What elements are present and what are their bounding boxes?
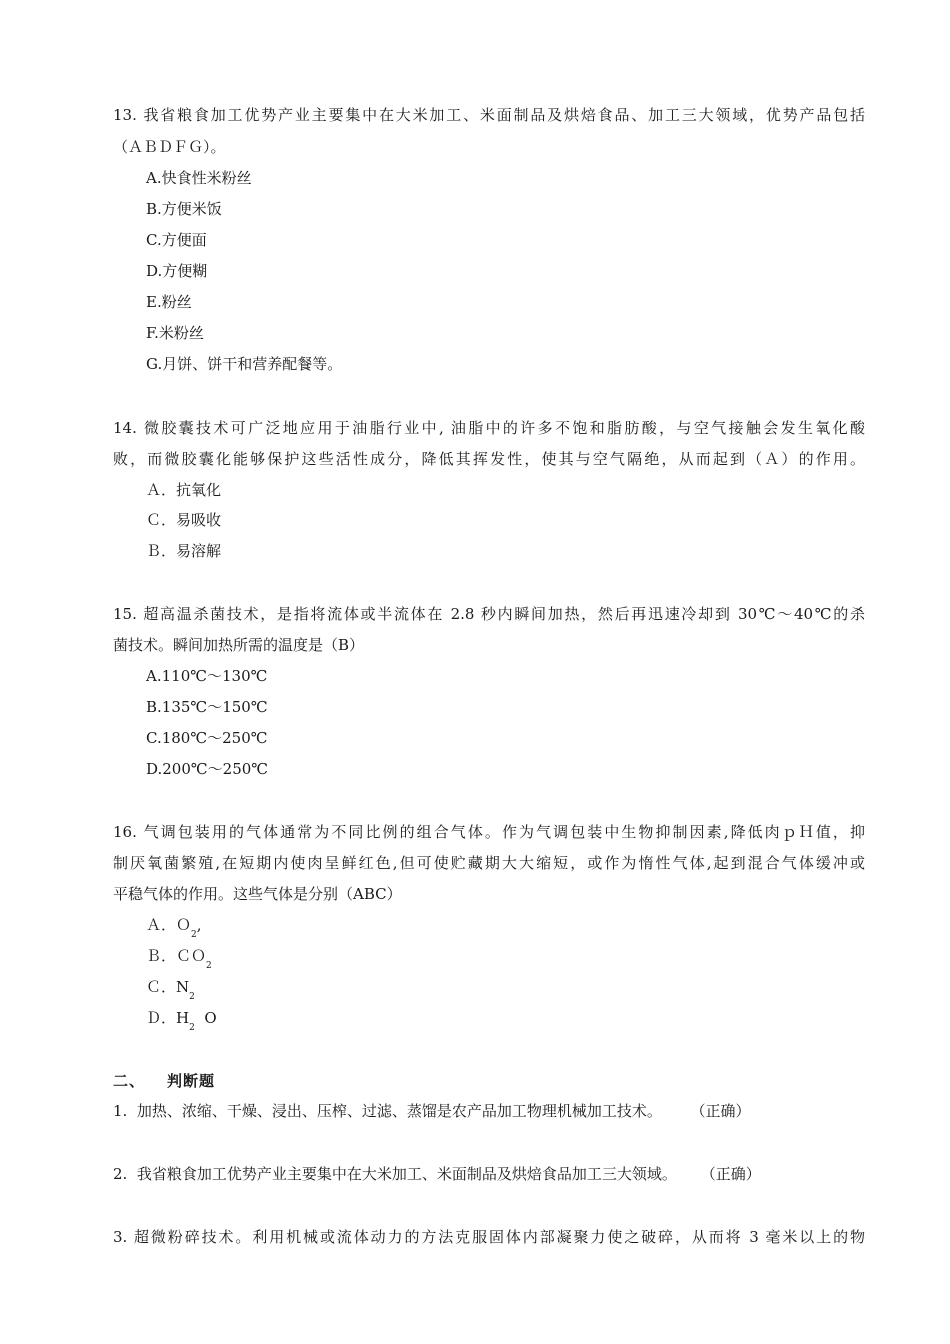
- question-15-line-1: 15. 超高温杀菌技术，是指将流体或半流体在 2.8 秒内瞬间加热，然后再迅速冷却到 30℃～40℃的杀: [113, 605, 865, 623]
- q16-option-c-text: Ｃ．N: [146, 978, 190, 996]
- section-number: 二、: [113, 1072, 146, 1090]
- q16-option-d-suffix: O: [194, 1009, 217, 1027]
- q16-option-c: [146, 977, 746, 1002]
- q16-option-a-suffix: ,: [196, 916, 202, 934]
- q16-option-b-text: Ｂ．ＣＯ: [146, 947, 207, 965]
- q13-option-a: A.快食性米粉丝: [146, 169, 252, 187]
- question-14-line-1: 14. 微胶囊技术可广泛地应用于油脂行业中, 油脂中的许多不饱和脂肪酸，与空气接触会发生氧化酸: [113, 419, 865, 437]
- q13-option-c: C.方便面: [146, 231, 207, 249]
- question-16-line-2: 制厌氧菌繁殖,在短期内使肉呈鲜红色,但可使贮藏期大大缩短，或作为惰性气体,起到混合气体缓冲或: [113, 854, 865, 872]
- question-13-line-1: 13. 我省粮食加工优势产业主要集中在大米加工、米面制品及烘焙食品、加工三大领域，优势产品包括: [113, 106, 865, 124]
- q13-option-g: G.月饼、饼干和营养配餐等。: [146, 355, 343, 373]
- judgment-item-3: 3. 超微粉碎技术。利用机械或流体动力的方法克服固体内部凝聚力使之破碎，从而将 3 毫米以上的物: [113, 1228, 865, 1246]
- q14-option-a: Ａ．抗氧化: [146, 481, 222, 499]
- question-15-line-2: 菌技术。瞬间加热所需的温度是（B）: [113, 636, 365, 654]
- q13-option-f: F.米粉丝: [146, 324, 204, 342]
- judgment-item-1: 1. 加热、浓缩、干燥、浸出、压榨、过滤、蒸馏是农产品加工物理机械加工技术。 （正确）: [113, 1102, 751, 1120]
- q16-option-a: [146, 915, 746, 940]
- q16-option-a-subscript: 2: [191, 930, 197, 940]
- q15-option-c: C.180℃～250℃: [146, 729, 268, 747]
- q14-option-b: Ｂ．易溶解: [146, 542, 222, 560]
- question-16-line-3: 平稳气体的作用。这些气体是分别（ABC）: [113, 885, 402, 903]
- q15-option-a: A.110℃～130℃: [146, 667, 268, 685]
- q14-option-c: Ｃ．易吸收: [146, 511, 222, 529]
- section-heading: [113, 1071, 865, 1091]
- question-13-line-2: （ＡＢＤＦＧ）。: [113, 138, 226, 156]
- q16-option-a-text: Ａ．Ｏ: [146, 916, 192, 934]
- q13-option-e: E.粉丝: [146, 293, 192, 311]
- q16-option-c-subscript: 2: [189, 992, 195, 1002]
- section-title: 判断题: [167, 1072, 216, 1090]
- q15-option-d: D.200℃～250℃: [146, 760, 269, 778]
- question-14-line-2: 败，而微胶囊化能够保护这些活性成分，降低其挥发性，使其与空气隔绝，从而起到（Ａ）的作用。: [113, 450, 865, 468]
- q16-option-b: [146, 946, 746, 971]
- judgment-item-2: 2. 我省粮食加工优势产业主要集中在大米加工、米面制品及烘焙食品加工三大领域。 （正确）: [113, 1165, 761, 1183]
- question-16-line-1: 16. 气调包装用的气体通常为不同比例的组合气体。作为气调包装中生物抑制因素,降低肉ｐＨ值，抑: [113, 823, 865, 841]
- q16-option-d: [146, 1008, 746, 1033]
- q16-option-d-subscript: 2: [189, 1023, 195, 1033]
- q13-option-b: B.方便米饭: [146, 200, 222, 218]
- q16-option-b-subscript: 2: [206, 961, 212, 971]
- q15-option-b: B.135℃～150℃: [146, 698, 268, 716]
- q13-option-d: D.方便糊: [146, 262, 208, 280]
- q16-option-d-text: Ｄ．H: [146, 1009, 190, 1027]
